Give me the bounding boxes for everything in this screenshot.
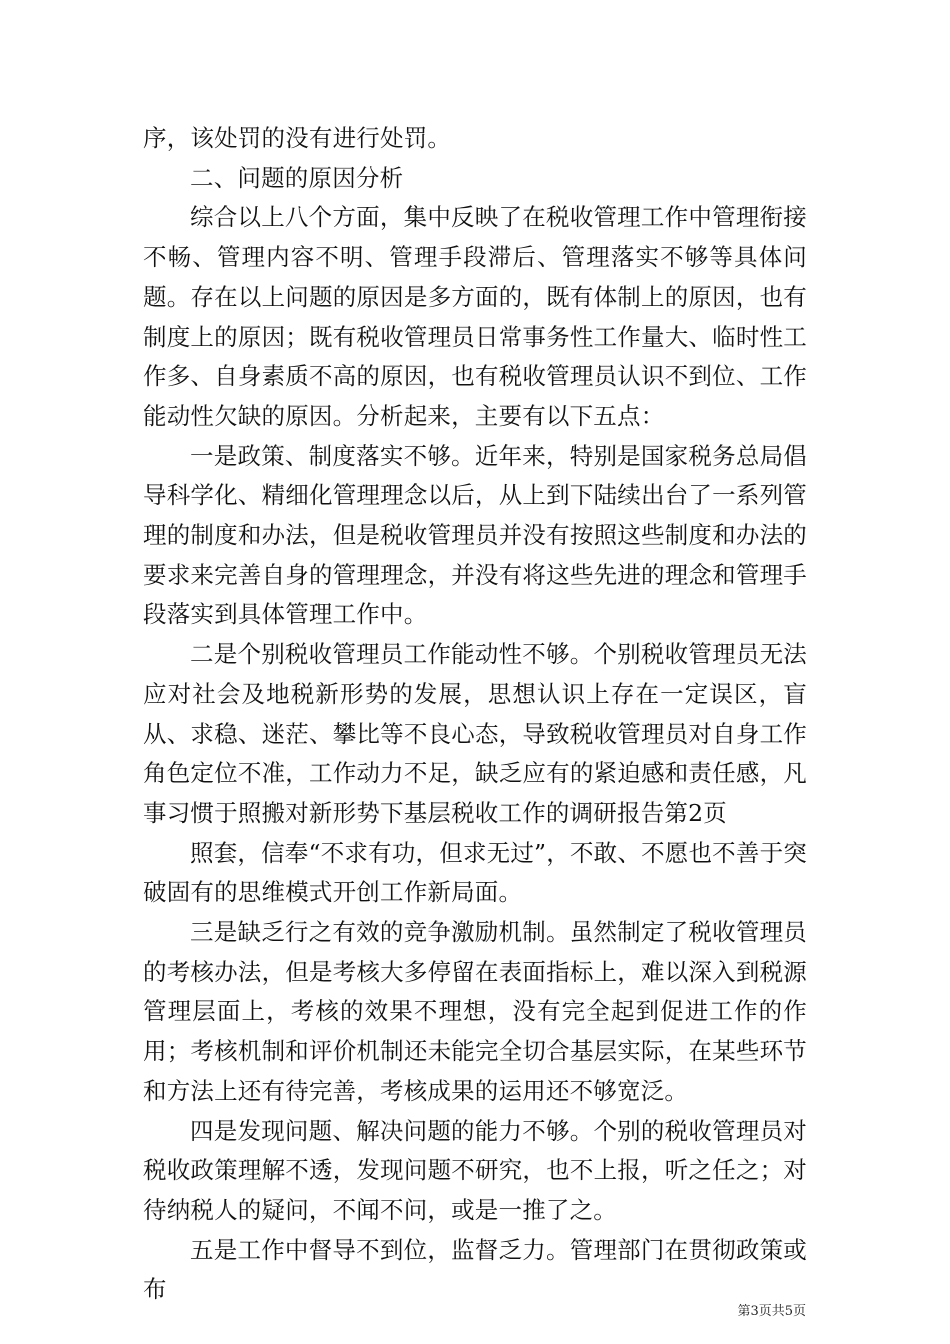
paragraph-6: 照套，信奉“不求有功，但求无过”，不敢、不愿也不善于突破固有的思维模式开创工作新局面。 — [143, 838, 807, 907]
paragraph-5: 二是个别税收管理员工作能动性不够。个别税收管理员无法应对社会及地税新形势的发展，思想认识上存在一定误区，盲从、求稳、迷茫、攀比等不良心态，导致税收管理员对自身工作角色定位不准，工作动力不足，缺乏应有的紧迫感和责任感，凡事习惯于照搬对新形势下基层税收工作的调研报告第2页 — [143, 640, 807, 827]
paragraph-9: 五是工作中督导不到位，监督乏力。管理部门在贯彻政策或布 — [143, 1235, 807, 1304]
paragraph-7: 三是缺乏行之有效的竞争激励机制。虽然制定了税收管理员的考核办法，但是考核大多停留在表面指标上，难以深入到税源管理层面上，考核的效果不理想，没有完全起到促进工作的作用；考核机制和评价机制还未能完全切合基层实际，在某些环节和方法上还有待完善，考核成果的运用还不够宽泛。 — [143, 918, 807, 1105]
paragraph-3: 综合以上八个方面，集中反映了在税收管理工作中管理衔接不畅、管理内容不明、管理手段滞后、管理落实不够等具体问题。存在以上问题的原因是多方面的，既有体制上的原因，也有制度上的原因；既有税收管理员日常事务性工作量大、临时性工作多、自身素质不高的原因，也有税收管理员认识不到位、工作能动性欠缺的原因。分析起来，主要有以下五点： — [143, 203, 807, 430]
paragraph-8: 四是发现问题、解决问题的能力不够。个别的税收管理员对税收政策理解不透，发现问题不研究，也不上报，听之任之；对待纳税人的疑问，不闻不问，或是一推了之。 — [143, 1116, 807, 1224]
paragraph-4: 一是政策、制度落实不够。近年来，特别是国家税务总局倡导科学化、精细化管理理念以后，从上到下陆续出台了一系列管理的制度和办法，但是税收管理员并没有按照这些制度和办法的要求来完善自身的管理理念，并没有将这些先进的理念和管理手段落实到具体管理工作中。 — [143, 441, 807, 629]
document-body — [143, 119, 807, 1310]
page-number: 第3页共5页 — [737, 1304, 806, 1319]
section-heading: 二、问题的原因分析 — [190, 163, 404, 192]
paragraph-1: 序，该处罚的没有进行处罚。 — [143, 124, 452, 152]
